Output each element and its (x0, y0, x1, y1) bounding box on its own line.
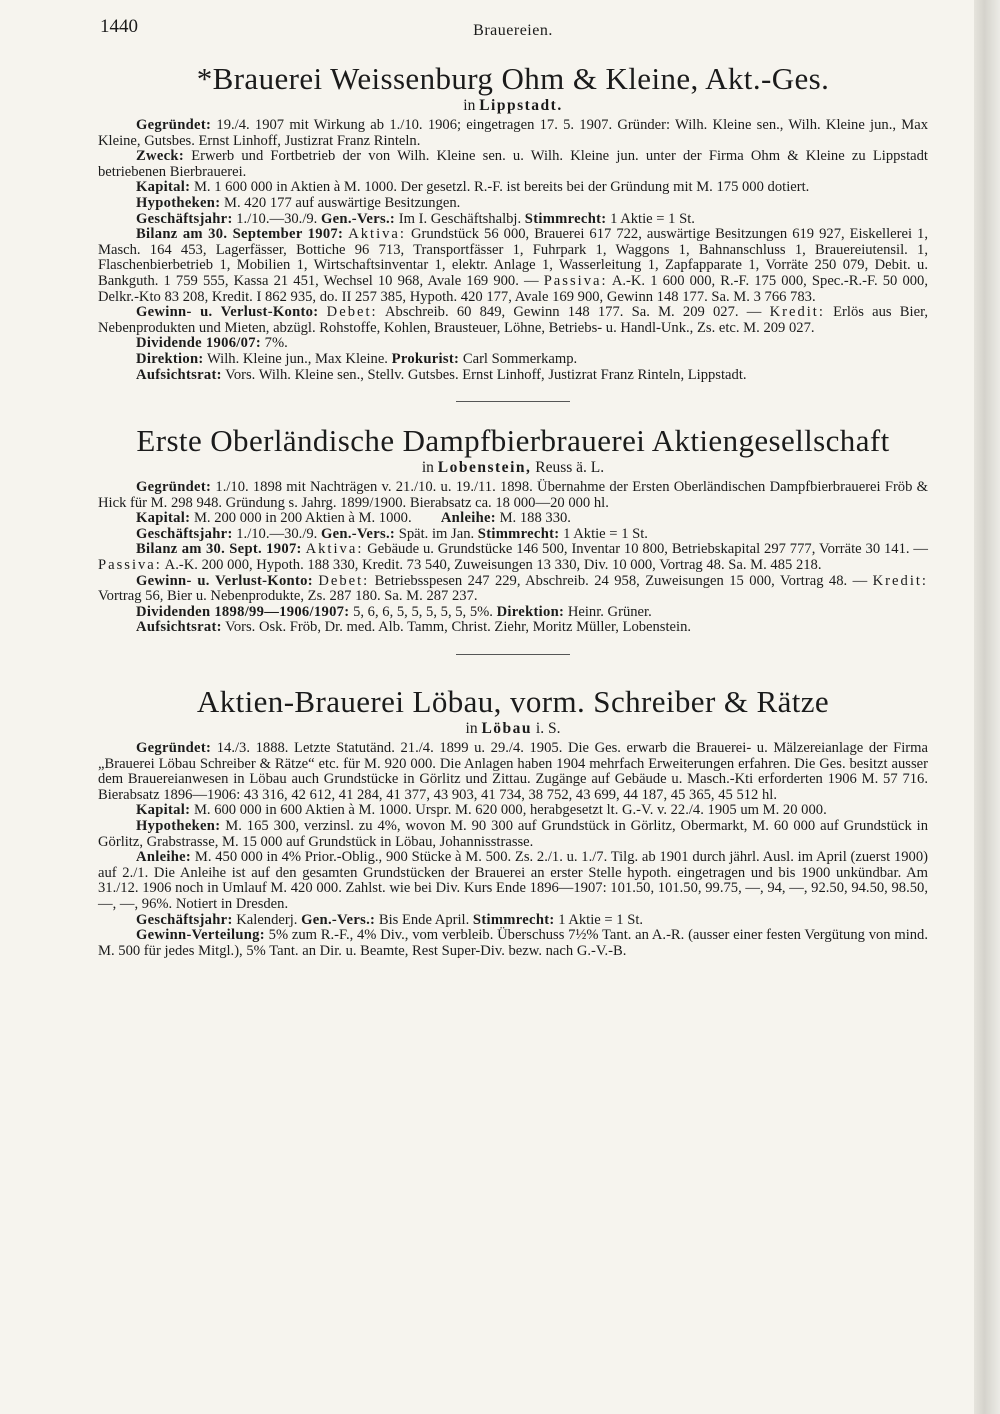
city-name: Lippstadt. (479, 97, 563, 114)
company-title: Aktien-Brauerei Löbau, vorm. Schreiber & Rätze (196, 684, 830, 720)
entry-fiscal-year: Geschäftsjahr: 1./10.—30./9. Gen.-Vers.: Spät. im Jan. Stimmrecht: 1 Aktie = 1 St. (136, 525, 648, 542)
company-title: *Brauerei Weissenburg Ohm & Kleine, Akt.-Ges. (196, 61, 830, 96)
entry-dividend: Dividende 1906/07: 7%. (136, 335, 288, 352)
entry-balance-sheet: Bilanz am 30. September 1907: Aktiva: Grundstück 56 000, Brauerei 617 722, auswärtige Besitzungen 619 927, Eiskellerei 1, Masch. 164 453, Lagerfässer, Bottiche 96 713, Transportfässer 1, Fuhrpark 1, Waggons 1, Bahnanschluss 1, Brauereiutensil. 1, Flaschenbierbetrieb 1, Mobilien 1, Wirtschaftsinventar 1, elektr. Anlage 1, Wasserleitung 1, Zapfapparate 1, Vorräte 250 079, Debit. u. Bankguth. 1 759 555, Kassa 21 451, Wechsel 10 968, Avale 169 900. — Passiva: A.-K. 1 600 000, R.-F. 175 000, Spec.-R.-F. 50 000, Delkr.-Kto 83 208, Kredit. I 862 935, do. II 257 385, Hypoth. 420 177, Avale 169 900, Gewinn 148 177. Sa. M. 3 766 783. (98, 226, 928, 305)
running-title: Brauereien. (473, 22, 553, 39)
entry-capital: Kapital: M. 1 600 000 in Aktien à M. 1000. Der gesetzl. R.-F. ist bereits bei der Gründung mit M. 175 000 dotiert. (136, 179, 810, 196)
entry-capital: Kapital: M. 200 000 in 200 Aktien à M. 1000. Anleihe: M. 188 330. (136, 510, 571, 527)
entry-capital: Kapital: M. 600 000 in 600 Aktien à M. 1000. Urspr. M. 620 000, herabgesetzt lt. G.-V. v. 22./4. 1905 um M. 20 000. (136, 802, 827, 819)
book-page (98, 0, 928, 959)
entry-founded: Gegründet: 19./4. 1907 mit Wirkung ab 1./10. 1906; eingetragen 17. 5. 1907. Gründer: Wilh. Kleine sen., Wilh. Kleine jun., Max Kleine, Gutsbes. Ernst Linhoff, Justizrat Franz Rinteln. (98, 117, 928, 149)
entry-profit-distribution: Gewinn-Verteilung: 5% zum R.-F., 4% Div., vom verbleib. Überschuss 7½% Tant. an A.-R. (ausser einer festen Vergütung von mind. M. 500 für jedes Mitgl.), 5% Tant. an Dir. u. Beamte, Rest Super-Div. bezw. nach G.-V.-B. (98, 927, 928, 959)
company-location: in Lobenstein, Reuss ä. L. (421, 459, 605, 477)
city-name: Lobenstein, (437, 459, 532, 477)
section-divider (456, 654, 570, 655)
entry-supervisory-board: Aufsichtsrat: Vors. Osk. Fröb, Dr. med. Alb. Tamm, Christ. Ziehr, Moritz Müller, Lobenstein. (136, 619, 692, 636)
running-head (98, 0, 928, 50)
entry-profit-loss: Gewinn- u. Verlust-Konto: Debet: Abschreib. 60 849, Gewinn 148 177. Sa. M. 209 027. — Kredit: Erlös aus Bier, Nebenprodukten und Mieten, abzügl. Rohstoffe, Kohlen, Brausteuer, Löhne, Betriebs- u. Handl-Unk., Zs. etc. M. 209 027. (98, 304, 928, 336)
entry-purpose: Zweck: Erwerb und Fortbetrieb der von Wilh. Kleine sen. u. Wilh. Kleine jun. unter der Firma Ohm & Kleine zu Lippstadt betriebenen Bierbrauerei. (98, 148, 928, 180)
entry-fiscal-year: Geschäftsjahr: Kalenderj. Gen.-Vers.: Bis Ende April. Stimmrecht: 1 Aktie = 1 St. (136, 911, 644, 928)
company-entry-weissenburg (98, 62, 928, 383)
entry-bond: Anleihe: M. 450 000 in 4% Prior.-Oblig., 900 Stücke à M. 500. Zs. 2./1. u. 1./7. Tilg. ab 1901 durch jährl. Ausl. im April (zuerst 1900) auf 2./1. Die Anleihe ist auf den gesamten Grundstücken der Brauerei an erster Stelle hypoth. eingetragen und bis 1900 unkündbar. Am 31./12. 1906 noch in Umlauf M. 420 000. Zahlst. wie bei Div. Kurs Ende 1896—1907: 101.50, 101.50, 99.75, —, 94, —, 92.50, 94.50, 98.50, —, —, 96%. Notiert in Dresden. (98, 849, 928, 912)
section-divider (456, 401, 570, 402)
company-location: in Löbau i. S. (465, 720, 561, 738)
city-name: Löbau (481, 720, 533, 738)
page-edge-shadow (974, 0, 1000, 1414)
entry-fiscal-year: Geschäftsjahr: 1./10.—30./9. Gen.-Vers.: Im I. Geschäftshalbj. Stimmrecht: 1 Aktie = 1 St. (136, 210, 695, 227)
company-title: Erste Oberländische Dampfbierbrauerei Aktiengesellschaft (136, 423, 890, 459)
entry-supervisory-board: Aufsichtsrat: Vors. Wilh. Kleine sen., Stellv. Gutsbes. Ernst Linhoff, Justizrat Franz Rinteln, Lippstadt. (136, 366, 747, 383)
company-entry-oberlaendische (98, 424, 928, 636)
entry-mortgages: Hypotheken: M. 165 300, verzinsl. zu 4%, wovon M. 90 300 auf Grundstück in Görlitz, Obermarkt, M. 60 000 auf Grundstück in Görlitz, Grabstrasse, M. 15 000 auf Grundstück in Löbau, Johannisstrasse. (98, 818, 928, 850)
entry-founded: Gegründet: 1./10. 1898 mit Nachträgen v. 21./10. u. 19./11. 1898. Übernahme der Ersten Oberländischen Dampfbierbrauerei Fröb & Hick für M. 298 948. Gründung s. Jahrg. 1899/1900. Bierabsatz ca. 18 000—20 000 hl. (98, 479, 928, 511)
entry-balance-sheet: Bilanz am 30. Sept. 1907: Aktiva: Gebäude u. Grundstücke 146 500, Inventar 10 800, Betriebskapital 297 777, Vorräte 30 141. — Passiva: A.-K. 200 000, Hypoth. 188 330, Kredit. 73 540, Zuweisungen 13 330, Div. 10 000, Vortrag 48. Sa. M. 485 218. (98, 541, 928, 574)
company-location: in Lippstadt. (463, 97, 563, 114)
company-entry-loebau (98, 685, 928, 959)
page-number: 1440 (100, 16, 138, 37)
entry-profit-loss: Gewinn- u. Verlust-Konto: Debet: Betriebsspesen 247 229, Abschreib. 24 958, Zuweisungen 15 000, Vortrag 48. — Kredit: Vortrag 56, Bier u. Nebenprodukte, Zs. 287 180. Sa. M. 287 237. (98, 572, 928, 605)
entry-mortgages: Hypotheken: M. 420 177 auf auswärtige Besitzungen. (136, 194, 461, 211)
entry-founded: Gegründet: 14./3. 1888. Letzte Statutänd. 21./4. 1899 u. 29./4. 1905. Die Ges. erwarb die Brauerei- u. Mälzereianlage der Firma „Brauerei Löbau Schreiber & Rätze“ etc. für M. 920 000. Die Anlagen haben 1904 mehrfach Erweiterungen erfahren. Die Ges. besitzt ausser dem Brauereianwesen in Löbau auch Grundstücke in Görlitz und Zittau. Zugänge auf Gebäude u. Masch.-Kti erforderten 1906 M. 57 716. Bierabsatz 1896—1906: 43 316, 42 612, 41 284, 41 377, 43 903, 41 734, 38 752, 43 699, 44 187, 45 365, 45 512 hl. (98, 740, 928, 803)
entry-dividends: Dividenden 1898/99—1906/1907: 5, 6, 6, 5, 5, 5, 5, 5, 5%. Direktion: Heinr. Grüner. (136, 603, 652, 620)
entry-management: Direktion: Wilh. Kleine jun., Max Kleine. Prokurist: Carl Sommerkamp. (136, 350, 578, 367)
